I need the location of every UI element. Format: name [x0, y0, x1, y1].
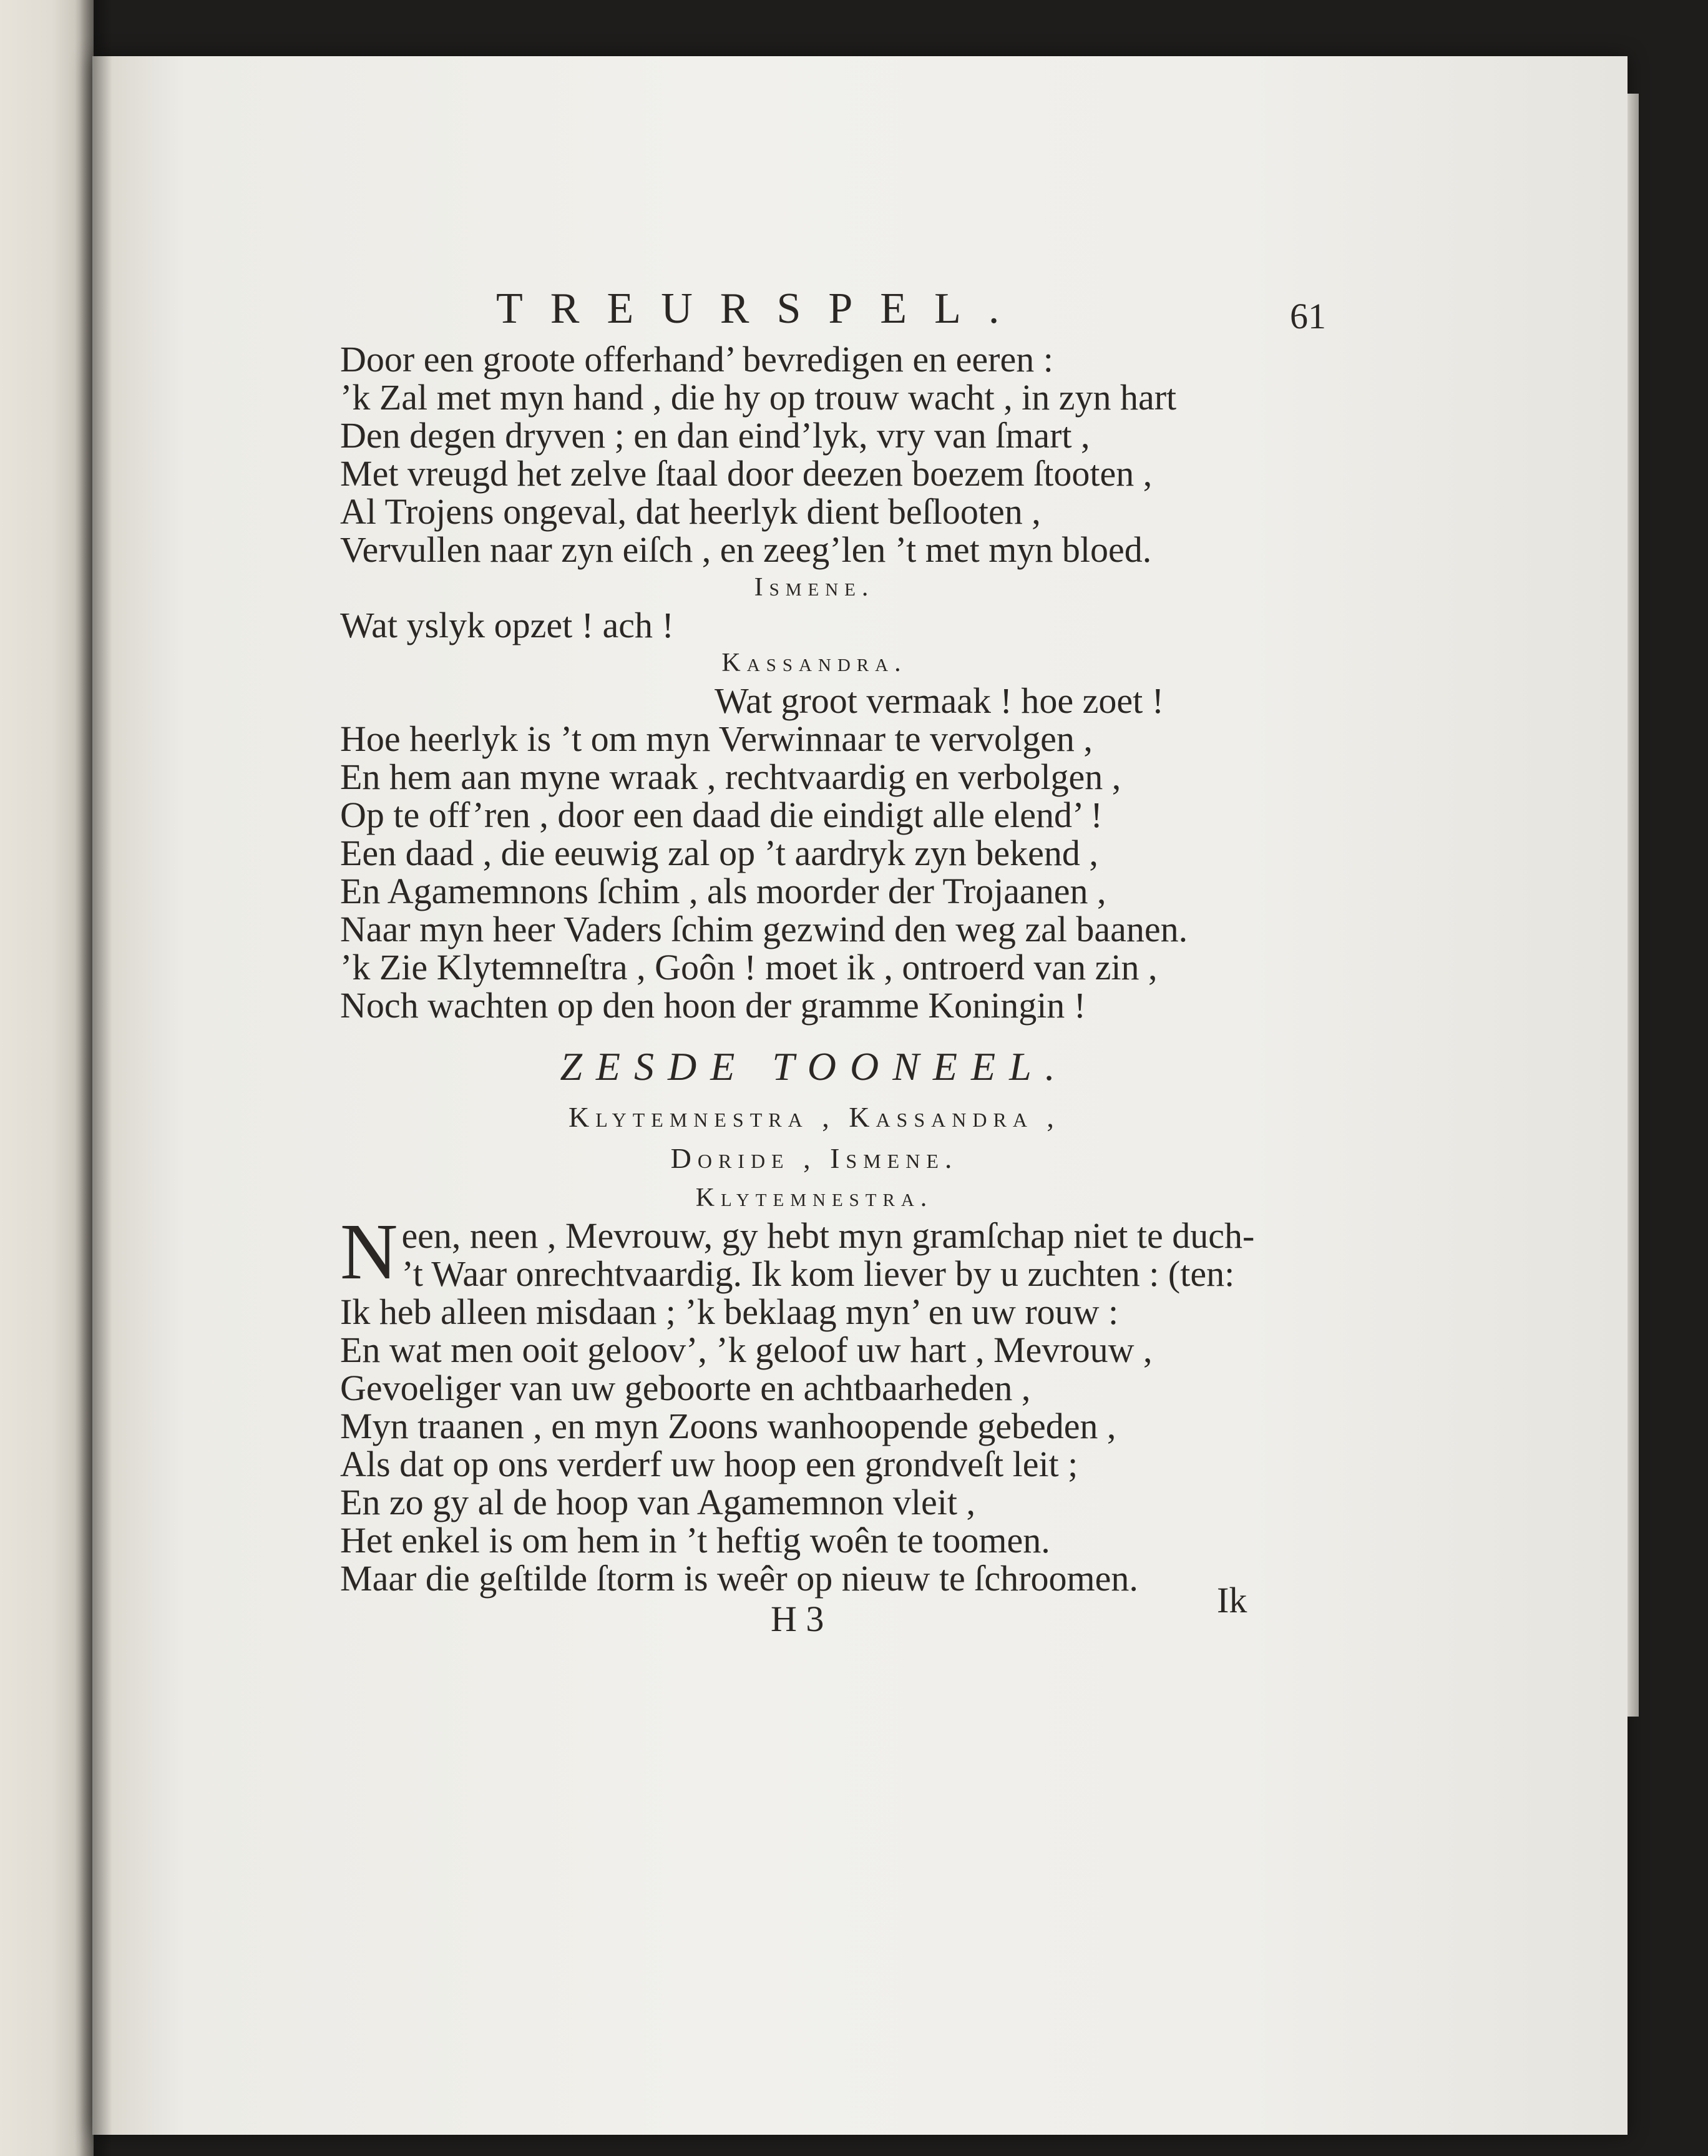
cast-line: Klytemnestra , Kassandra ,	[569, 1101, 1060, 1133]
signature-mark: H 3	[771, 1599, 824, 1639]
verse-line-first: een, neen , Mevrouw, gy hebt myn gramſchap niet te duch-	[401, 1215, 1255, 1256]
cast-line: Doride , Ismene.	[670, 1142, 959, 1174]
page-fore-edge	[1627, 94, 1639, 1717]
verse-line: Door een groote offerhand’ bevredigen en eeren :	[340, 339, 1053, 380]
verse-line: Vervullen naar zyn eiſch , en zeeg’len ’t met myn bloed.	[340, 529, 1152, 570]
verse-line: Als dat op ons verderf uw hoop een grondveſt leit ;	[340, 1444, 1078, 1484]
speaker-klytemnestra: Klytemnestra.	[695, 1183, 934, 1212]
catchword: Ik	[1217, 1580, 1247, 1620]
verse-line: Noch wachten op den hoon der gramme Koningin !	[340, 985, 1086, 1026]
page-number: 61	[1290, 296, 1326, 336]
verse-line: En wat men ooit geloov’, ’k geloof uw hart , Mevrouw ,	[340, 1330, 1153, 1370]
verse-line: ’t Waar onrechtvaardig. Ik kom liever by u zuchten : (ten:	[401, 1253, 1235, 1294]
speaker-kassandra: Kassandra.	[721, 649, 907, 677]
verse-line: ’k Zie Klytemneſtra , Goôn ! moet ik , ontroerd van zin ,	[340, 947, 1158, 987]
verse-group-b	[340, 720, 1289, 1024]
verse-line: Ik heb alleen misdaan ; ’k beklaag myn’ en uw rouw :	[340, 1291, 1119, 1332]
verse-line-ismene: Wat yslyk opzet ! ach !	[340, 605, 674, 645]
verse-group-c	[340, 1207, 1289, 1599]
verse-line-kassandra: Wat groot vermaak ! hoe zoet !	[715, 680, 1164, 721]
page-text	[340, 278, 1326, 1599]
verse-line: En hem aan myne wraak , rechtvaardig en verbolgen ,	[340, 757, 1121, 797]
gutter-shadow	[75, 0, 112, 2156]
verse-line: Op te off’ren , door een daad die eindigt alle elend’ !	[340, 795, 1103, 835]
verse-line: Het enkel is om hem in ’t heftig woên te toomen.	[340, 1520, 1050, 1561]
verse-line: Den degen dryven ; en dan eind’lyk, vry van ſmart ,	[340, 415, 1090, 456]
verse-line: En Agamemnons ſchim , als moorder der Trojaanen ,	[340, 871, 1106, 911]
verse-line: Gevoeliger van uw geboorte en achtbaarheden ,	[340, 1368, 1031, 1408]
verse-line: Naar myn heer Vaders ſchim gezwind den weg zal baanen.	[340, 909, 1188, 949]
speaker-ismene: Ismene.	[754, 573, 875, 602]
running-head: TREURSPEL.	[496, 285, 1027, 333]
verse-line: Met vreugd het zelve ſtaal door deezen boezem ſtooten ,	[340, 453, 1153, 494]
page-header	[340, 278, 1326, 340]
drop-cap: N	[340, 1207, 398, 1296]
verse-line: Al Trojens ongeval, dat heerlyk dient beſlooten ,	[340, 491, 1041, 532]
scene-title: ZESDE TOONEEL.	[560, 1044, 1069, 1089]
verse-line: Myn traanen , en myn Zoons wanhoopende gebeden ,	[340, 1406, 1116, 1446]
verse-line: Een daad , die eeuwig zal op ’t aardryk zyn bekend ,	[340, 833, 1098, 873]
verse-line: Maar die geſtilde ſtorm is weêr op nieuw te ſchroomen.	[340, 1558, 1138, 1599]
verse-line: ’k Zal met myn hand , die hy op trouw wacht , in zyn hart	[340, 377, 1177, 418]
verse-group-a	[340, 340, 1289, 569]
verse-line: Hoe heerlyk is ’t om myn Verwinnaar te vervolgen ,	[340, 718, 1093, 759]
verse-line: En zo gy al de hoop van Agamemnon vleit ,	[340, 1482, 976, 1522]
